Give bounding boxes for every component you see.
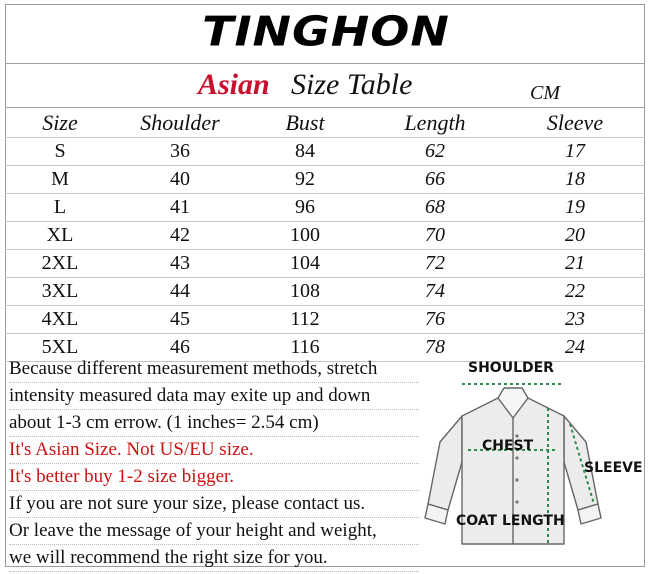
- bust-cell: 100: [245, 222, 365, 250]
- bust-cell: 92: [245, 166, 365, 194]
- length-cell: 74: [365, 278, 505, 306]
- table-row: [5, 222, 645, 250]
- table-row: [5, 306, 645, 334]
- coat-length-label: COAT LENGTH: [456, 513, 565, 529]
- shirt-diagram: [418, 354, 644, 566]
- shoulder-label: SHOULDER: [468, 360, 554, 376]
- length-cell: 66: [365, 166, 505, 194]
- warning-line: It's Asian Size. Not US/EU size.: [9, 437, 419, 464]
- table-row: [5, 138, 645, 166]
- size-table: [5, 108, 645, 362]
- note-line: Or leave the message of your height and weight,: [9, 518, 419, 545]
- sleeve-cell: 24: [505, 334, 645, 362]
- sleeve-cell: 22: [505, 278, 645, 306]
- size-cell: 4XL: [5, 306, 115, 334]
- sleeve-cell: 18: [505, 166, 645, 194]
- sleeve-label: SLEEVE: [584, 460, 643, 476]
- shoulder-cell: 42: [115, 222, 245, 250]
- table-row: [5, 194, 645, 222]
- bust-cell: 116: [245, 334, 365, 362]
- sleeve-cell: 23: [505, 306, 645, 334]
- table-row: [5, 250, 645, 278]
- note-line: intensity measured data may exite up and down: [9, 383, 419, 410]
- size-cell: L: [5, 194, 115, 222]
- brand-logo: TINGHON: [202, 6, 450, 56]
- note-line: about 1-3 cm errow. (1 inches= 2.54 cm): [9, 410, 419, 437]
- table-row: [5, 166, 645, 194]
- unit-label: CM: [530, 82, 560, 104]
- shoulder-cell: 41: [115, 194, 245, 222]
- length-cell: 78: [365, 334, 505, 362]
- size-cell: S: [5, 138, 115, 166]
- chest-label: CHEST: [482, 438, 534, 454]
- sleeve-cell: 21: [505, 250, 645, 278]
- column-header: Bust: [245, 108, 365, 138]
- divider: [5, 63, 645, 64]
- table-header-row: [5, 108, 645, 138]
- note-line: Because different measurement methods, stretch: [9, 356, 419, 383]
- shoulder-cell: 43: [115, 250, 245, 278]
- column-header: Size: [5, 108, 115, 138]
- size-cell: 3XL: [5, 278, 115, 306]
- size-cell: 2XL: [5, 250, 115, 278]
- shoulder-cell: 46: [115, 334, 245, 362]
- warning-line: It's better buy 1-2 size bigger.: [9, 464, 419, 491]
- column-header: Sleeve: [505, 108, 645, 138]
- shoulder-cell: 44: [115, 278, 245, 306]
- sleeve-cell: 20: [505, 222, 645, 250]
- shoulder-cell: 36: [115, 138, 245, 166]
- bust-cell: 112: [245, 306, 365, 334]
- title-size-table: Size Table: [291, 68, 413, 101]
- sleeve-cell: 19: [505, 194, 645, 222]
- shoulder-cell: 40: [115, 166, 245, 194]
- table-title: [0, 66, 652, 106]
- bust-cell: 96: [245, 194, 365, 222]
- note-line: If you are not sure your size, please contact us.: [9, 491, 419, 518]
- size-cell: 5XL: [5, 334, 115, 362]
- size-cell: XL: [5, 222, 115, 250]
- length-cell: 70: [365, 222, 505, 250]
- note-line: we will recommend the right size for you.: [9, 545, 419, 572]
- table-row: [5, 278, 645, 306]
- column-header: Shoulder: [115, 108, 245, 138]
- shoulder-cell: 45: [115, 306, 245, 334]
- bust-cell: 108: [245, 278, 365, 306]
- size-notes: [9, 356, 419, 572]
- bust-cell: 104: [245, 250, 365, 278]
- title-asian: Asian: [198, 68, 270, 101]
- length-cell: 68: [365, 194, 505, 222]
- brand-header: [0, 0, 652, 62]
- size-cell: M: [5, 166, 115, 194]
- length-cell: 72: [365, 250, 505, 278]
- bust-cell: 84: [245, 138, 365, 166]
- length-cell: 62: [365, 138, 505, 166]
- length-cell: 76: [365, 306, 505, 334]
- column-header: Length: [365, 108, 505, 138]
- sleeve-cell: 17: [505, 138, 645, 166]
